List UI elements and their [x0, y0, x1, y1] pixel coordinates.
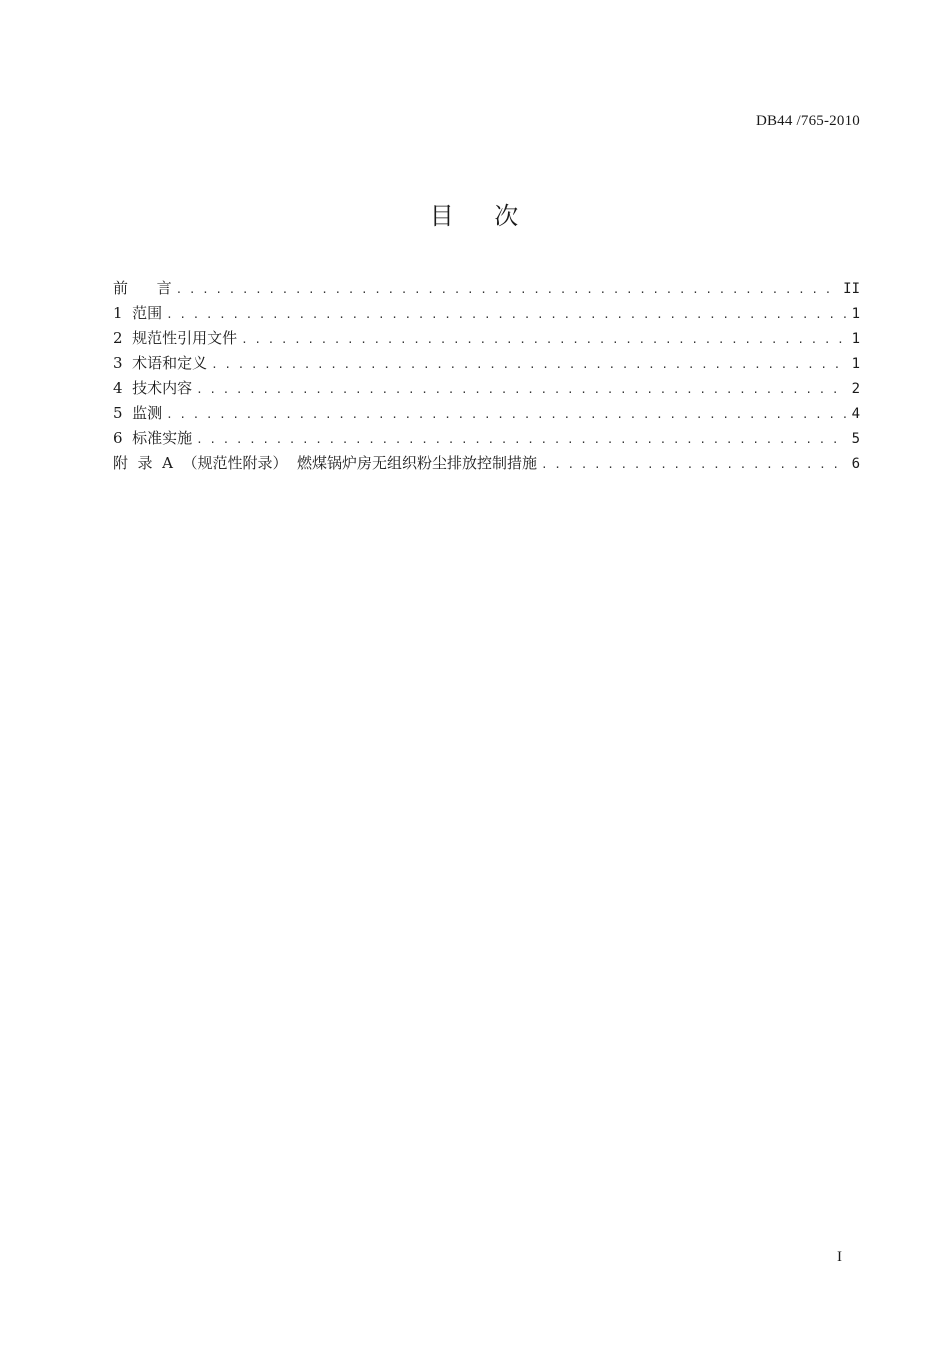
toc-entry-page: 2	[851, 381, 860, 397]
toc-entry-page: 4	[851, 406, 860, 422]
toc-entry-label: 2 规范性引用文件	[113, 329, 238, 347]
toc-leader-dots	[241, 327, 846, 352]
toc-entry-scope[interactable]	[113, 301, 860, 326]
table-of-contents	[113, 276, 860, 476]
toc-entry-monitoring[interactable]	[113, 401, 860, 426]
toc-title: 目 次	[429, 202, 521, 230]
toc-entry-page: 1	[851, 306, 860, 322]
toc-entry-label: 3 术语和定义	[113, 354, 208, 372]
toc-entry-label: 附 录 A （规范性附录） 燃煤锅炉房无组织粉尘排放控制措施	[113, 454, 537, 472]
toc-entry-technical-content[interactable]	[113, 376, 860, 401]
toc-leader-dots	[176, 277, 840, 302]
toc-entry-page: 5	[851, 431, 860, 447]
page-number: I	[837, 1249, 842, 1265]
toc-entry-page: 6	[851, 456, 860, 472]
toc-entry-label: 5 监测	[113, 404, 163, 422]
toc-entry-label: 1 范围	[113, 304, 163, 322]
toc-entry-page: II	[843, 281, 860, 297]
toc-leader-dots	[166, 302, 846, 327]
toc-leader-dots	[196, 427, 846, 452]
document-code: DB44 /765-2010	[755, 113, 860, 129]
toc-leader-dots	[211, 352, 846, 377]
toc-entry-label: 4 技术内容	[113, 379, 193, 397]
toc-leader-dots	[196, 377, 846, 402]
toc-entry-appendix-a[interactable]	[113, 451, 860, 476]
toc-entry-terms-definitions[interactable]	[113, 351, 860, 376]
toc-leader-dots	[541, 452, 846, 477]
toc-leader-dots	[166, 402, 846, 427]
toc-entry-label: 前 言	[113, 279, 172, 297]
toc-entry-page: 1	[851, 331, 860, 347]
toc-entry-foreword[interactable]	[113, 276, 860, 301]
toc-entry-implementation[interactable]	[113, 426, 860, 451]
toc-entry-page: 1	[851, 356, 860, 372]
toc-entry-label: 6 标准实施	[113, 429, 193, 447]
toc-entry-normative-references[interactable]	[113, 326, 860, 351]
